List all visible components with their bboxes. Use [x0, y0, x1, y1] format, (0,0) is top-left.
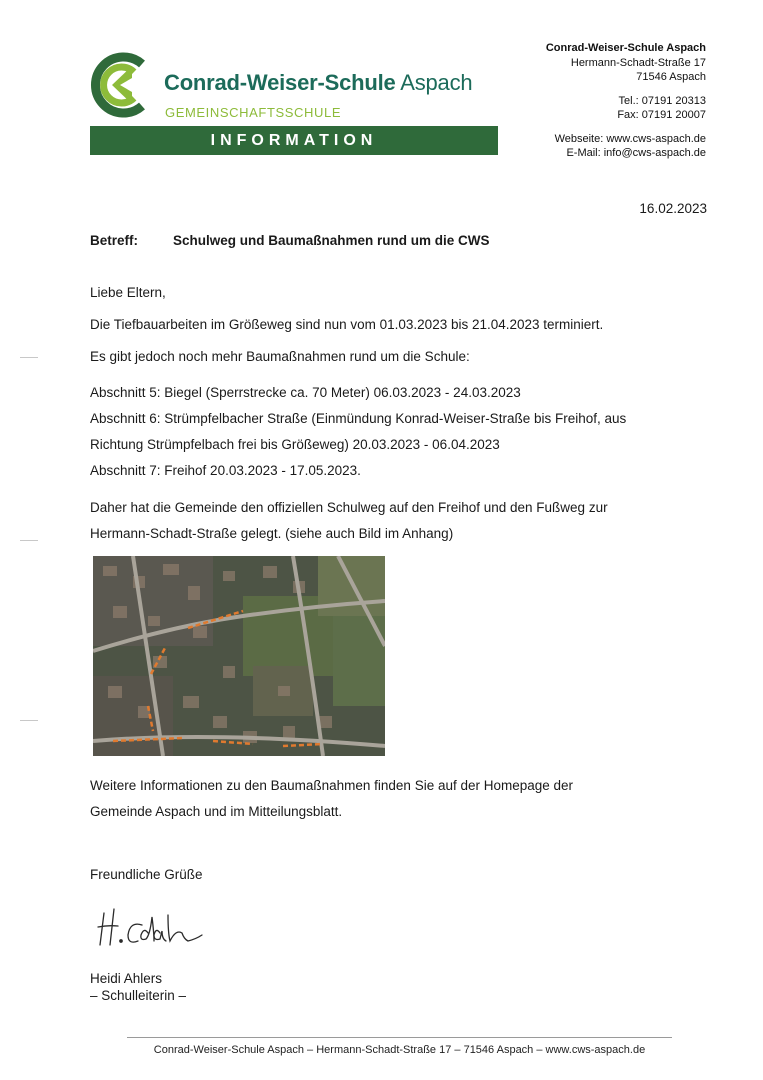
signature-icon [96, 903, 206, 949]
paragraph-school-route [90, 495, 608, 547]
paragraph-line: Weitere Informationen zu den Baumaßnahmen finden Sie auf der Homepage der [90, 778, 574, 793]
punch-mark [20, 540, 38, 541]
school-name: Conrad-Weiser-Schule Aspach [164, 70, 473, 95]
signer-name: Heidi Ahlers [90, 971, 163, 986]
aerial-map-image [93, 556, 385, 756]
contact-block [546, 41, 706, 161]
paragraph-more-info [90, 773, 573, 825]
contact-city: 71546 Aspach [636, 71, 706, 83]
footer-text: Conrad-Weiser-Schule Aspach – Hermann-Schadt-Straße 17 – 71546 Aspach – www.cws-aspach.de [153, 1044, 646, 1056]
paragraph-schedule: Die Tiefbauarbeiten im Größeweg sind nun vom 01.03.2023 bis 21.04.2023 terminiert. [90, 317, 604, 332]
signer-block [90, 970, 186, 1004]
paragraph-line: Gemeinde Aspach und im Mitteilungsblatt. [90, 804, 343, 819]
subject-label: Betreff: [90, 233, 139, 248]
contact-email-link[interactable]: E-Mail: info@cws-aspach.de [566, 147, 706, 159]
paragraph-line: Hermann-Schadt-Straße gelegt. (siehe auch Bild im Anhang) [90, 526, 454, 541]
contact-name: Conrad-Weiser-Schule Aspach [545, 42, 706, 54]
fold-mark [20, 357, 38, 358]
section-6-line-2: Richtung Strümpfelbach frei bis Größeweg) 20.03.2023 - 06.04.2023 [90, 437, 500, 452]
signer-role: – Schulleiterin – [90, 988, 187, 1003]
paragraph-line: Daher hat die Gemeinde den offiziellen Schulweg auf den Freihof und den Fußweg zur [90, 500, 608, 515]
contact-web-link[interactable]: Webseite: www.cws-aspach.de [554, 132, 706, 145]
contact-fax: Fax: 07191 20007 [617, 109, 706, 121]
section-6-line-1: Abschnitt 6: Strümpfelbacher Straße (Einmündung Konrad-Weiser-Straße bis Freihof, aus [90, 411, 627, 426]
closing: Freundliche Grüße [90, 867, 203, 882]
section-7: Abschnitt 7: Freihof 20.03.2023 - 17.05.2023. [90, 463, 361, 478]
contact-tel: Tel.: 07191 20313 [618, 94, 706, 107]
information-banner: INFORMATION [90, 126, 498, 155]
greeting: Liebe Eltern, [90, 285, 166, 300]
letter-date: 16.02.2023 [639, 201, 707, 216]
paragraph-intro-sections: Es gibt jedoch noch mehr Baumaßnahmen rund um die Schule: [90, 349, 470, 364]
cws-logo-icon [90, 52, 154, 118]
fold-mark [20, 720, 38, 721]
footer-divider [127, 1037, 672, 1038]
contact-street: Hermann-Schadt-Straße 17 [570, 56, 706, 69]
subject-text: Schulweg und Baumaßnahmen rund um die CWS [173, 233, 490, 248]
school-type: GEMEINSCHAFTSSCHULE [165, 105, 342, 120]
section-5: Abschnitt 5: Biegel (Sperrstrecke ca. 70 Meter) 06.03.2023 - 24.03.2023 [90, 385, 521, 400]
